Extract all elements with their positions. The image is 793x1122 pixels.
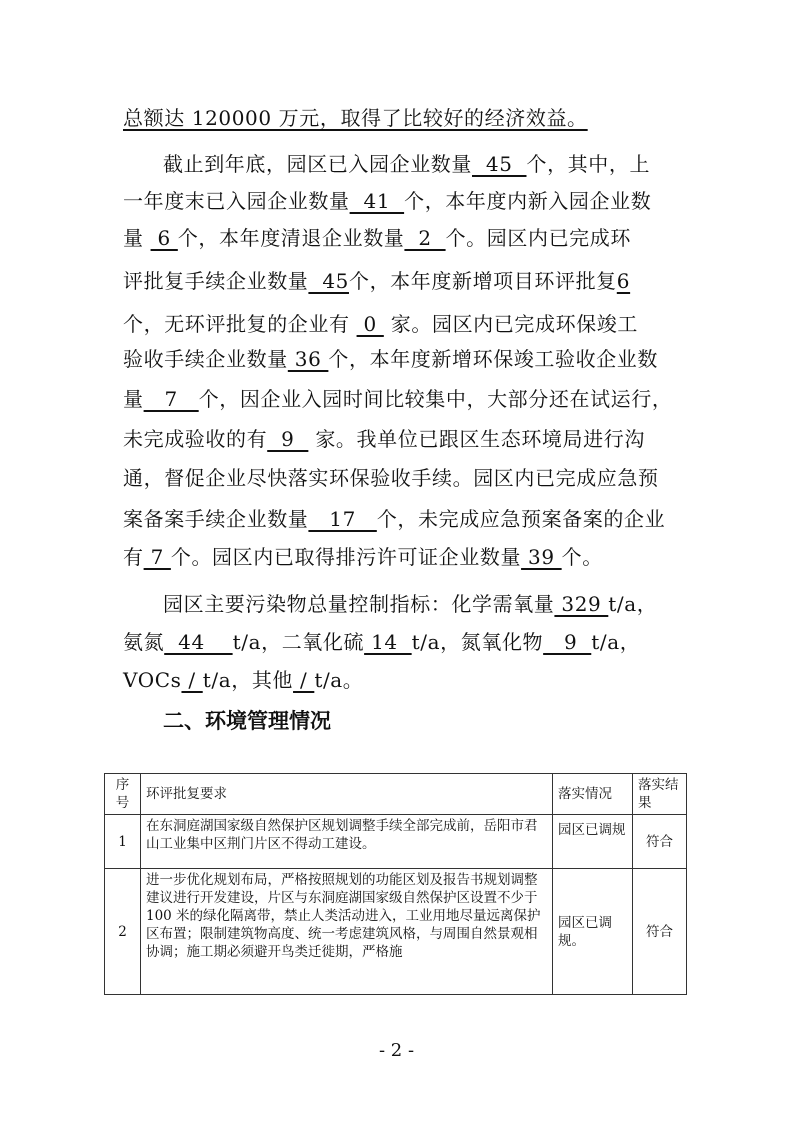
para2-line4: 评批复手续企业数量 45个，本年度新增项目环评批复6 [123,269,631,293]
table-row [105,815,687,869]
row-status: 园区已调规 [553,815,633,869]
header-requirement: 环评批复要求 [141,774,553,815]
header-no: 序号 [105,774,141,815]
para3-line3: VOCs / t/a，其他 / t/a。 [123,668,364,692]
para2-line2: 一年度末已入园企业数量 41 个，本年度内新入园企业数 [123,189,652,213]
para2-line6: 验收手续企业数量 36 个，本年度新增环保竣工验收企业数 [123,347,658,371]
para3-line2: 氨氮 44 t/a，二氧化硫 14 t/a，氮氧化物 9 t/a， [123,630,641,654]
header-result: 落实结果 [633,774,687,815]
para2-line1: 截止到年底，园区已入园企业数量 45 个，其中，上 [163,152,651,176]
requirements-table [104,773,687,995]
row-result: 符合 [633,869,687,995]
table-header-row [105,774,687,815]
para2-line3: 量 6 个，本年度清退企业数量 2 个。园区内已完成环 [123,226,631,250]
row-requirement: 进一步优化规划布局，严格按照规划的功能区划及报告书规划调整建议进行开发建设，片区与东洞庭湖国家级自然保护区设置不少于 100 米的绿化隔离带，禁止人类活动进入，工业用地尽量远离保护区布置；限制建筑物高度、统一考虑建筑风格，与周围自然景观相协调；施工期必须避开鸟类迁徙期，严格施 [141,869,553,995]
para2-line10: 案备案手续企业数量 17 个，未完成应急预案备案的企业 [123,507,666,531]
row-status: 园区已调规。 [553,869,633,995]
para2-line9: 通，督促企业尽快落实环保验收手续。园区内已完成应急预 [123,466,659,490]
para2-line8: 未完成验收的有 9 家。我单位已跟区生态环境局进行沟 [123,427,645,451]
row-no: 1 [105,815,141,869]
row-no: 2 [105,869,141,995]
page-number: - 2 - [378,1040,415,1061]
para3-line1: 园区主要污染物总量控制指标：化学需氧量 329 t/a， [163,592,658,616]
header-status: 落实情况 [553,774,633,815]
para1-line1: 总额达 120000 万元，取得了比较好的经济效益。 [123,106,588,130]
para2-line5: 个，无环评批复的企业有 0 家。园区内已完成环保竣工 [123,312,638,336]
para2-line7: 量 7 个，因企业入园时间比较集中，大部分还在试运行， [123,387,673,411]
table-row [105,869,687,995]
row-result: 符合 [633,815,687,869]
row-requirement: 在东洞庭湖国家级自然保护区规划调整手续全部完成前，岳阳市君山工业集中区荆门片区不得动工建设。 [141,815,553,869]
para2-line11: 有 7 个。园区内已取得排污许可证企业数量 39 个。 [123,545,603,569]
section-heading: 二、环境管理情况 [163,709,331,733]
